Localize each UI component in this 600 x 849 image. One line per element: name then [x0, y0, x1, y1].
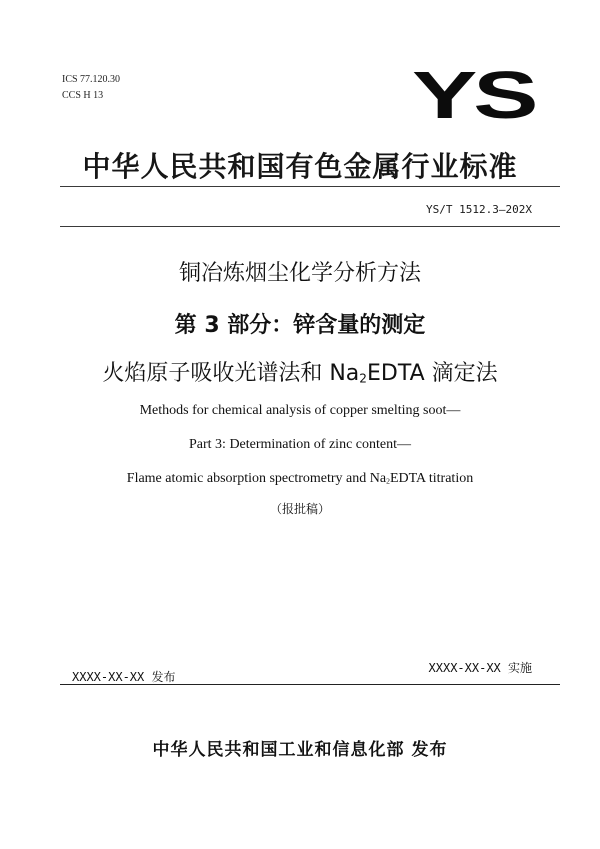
cn-title-line3-part1: 火焰原子吸收光谱法和 Na: [102, 361, 360, 386]
ys-logo: YS: [412, 58, 535, 133]
en-title-line1: Methods for chemical analysis of copper smelting soot—: [139, 403, 461, 418]
footer-divider: [60, 684, 560, 685]
cn-title-line3-subscript: 2: [359, 371, 367, 386]
en-title-line3-part2: EDTA titration: [389, 471, 474, 486]
en-title-line3: [0, 471, 600, 487]
cn-title-line3-part2: EDTA 滴定法: [367, 361, 498, 386]
header-divider: [60, 186, 560, 187]
ccs-code: CCS H 13: [62, 90, 104, 101]
draft-status-label: （报批稿）: [269, 502, 330, 516]
cn-title-line1: 铜冶炼烟尘化学分析方法: [178, 261, 421, 286]
classification-codes: [62, 72, 120, 104]
title-divider: [60, 226, 560, 227]
cn-title-line3: [0, 356, 600, 387]
publisher: 中华人民共和国工业和信息化部 发布: [152, 740, 448, 760]
en-title-line3-part1: Flame atomic absorption spectrometry and Na: [126, 471, 387, 486]
ics-code: ICS 77.120.30: [62, 74, 121, 85]
standard-category-title: 中华人民共和国有色金属行业标准: [82, 150, 518, 183]
en-title-line2: Part 3: Determination of zinc content—: [189, 437, 411, 452]
cn-title-line2: 第 3 部分：锌含量的测定: [174, 313, 426, 338]
issue-date: XXXX-XX-XX 发布: [72, 670, 176, 684]
implementation-date: XXXX-XX-XX 实施: [428, 661, 532, 675]
standard-number: YS/T 1512.3—202X: [426, 203, 532, 216]
en-title-line3-subscript: 2: [386, 476, 390, 486]
